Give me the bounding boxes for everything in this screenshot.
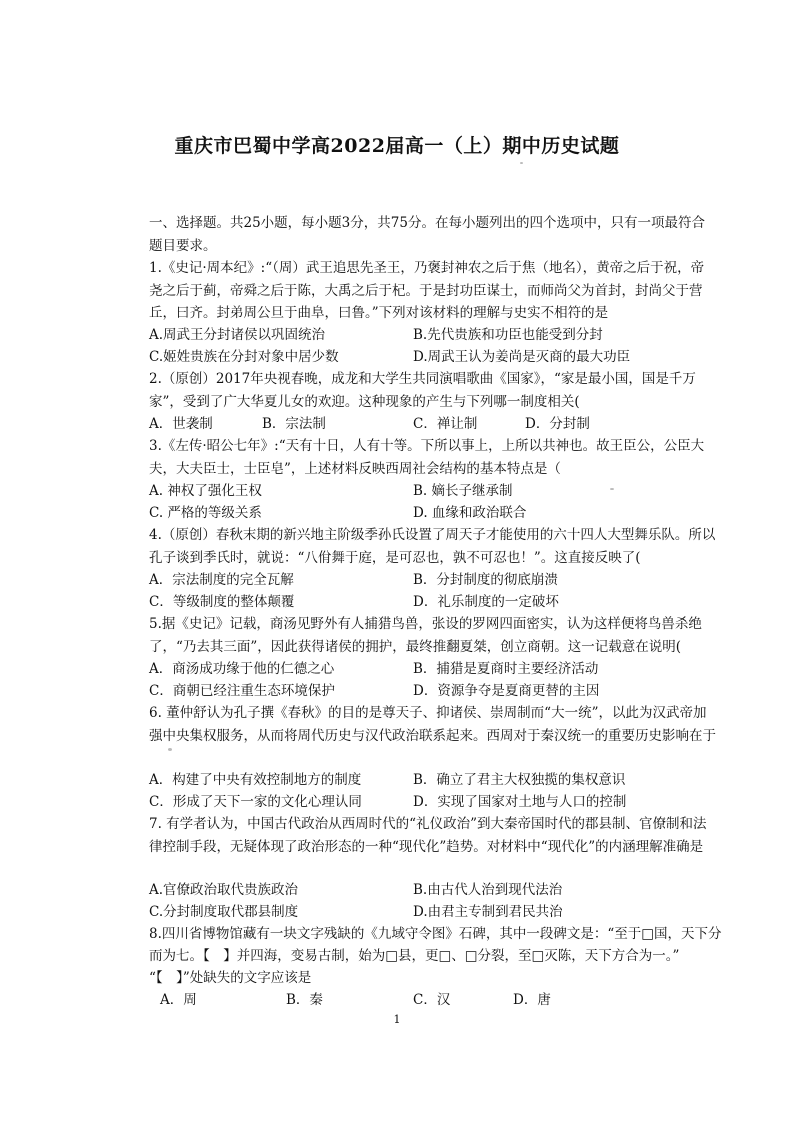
question-6-line-1: 6. 董仲舒认为孔子撰《春秋》的目的是尊天子、抑诸侯、崇周制而“大一统”，以此为汉武帝加 (149, 705, 707, 721)
question-5-line-1: 5.据《史记》记载，商汤见野外有人捕猎鸟兽，张设的罗网四面密实，认为这样便将鸟兽杀绝 (149, 616, 702, 632)
question-3-option-b[interactable]: B. 嫡长子继承制 (413, 483, 513, 499)
question-3-option-a[interactable]: A. 神权了强化王权 (149, 483, 262, 499)
question-2-line-2: 家”，受到了广大华夏儿女的欢迎。这种现象的产生与下列哪一制度相关( (149, 394, 580, 410)
question-1-option-d[interactable]: D.周武王认为姜尚是灭商的最大功臣 (413, 349, 631, 365)
question-7-line-1: 7. 有学者认为，中国古代政治从西周时代的“礼仪政治”到大秦帝国时代的郡县制、官僚制和法 (149, 816, 707, 832)
section-instruction-line-1: 一、选择题。共25小题，每小题3分，共75分。在每小题列出的四个选项中，只有一项最符合 (149, 215, 705, 231)
question-4-option-b[interactable]: B．分封制度的彻底崩溃 (413, 572, 558, 588)
question-6-line-2: 强中央集权服务，从而将周代历史与汉代政治联系起来。西周对于秦汉统一的重要历史影响在于 (149, 728, 716, 744)
question-4-line-2: 孔子谈到季氏时，就说：“八佾舞于庭，是可忍也，孰不可忍也！”。这直接反映了( (149, 550, 641, 566)
question-8-line-3: “【 】”处缺失的文字应该是 (149, 970, 312, 986)
question-8-line-1: 8.四川省博物馆藏有一块文字残缺的《九域守令图》石碑，其中一段碑文是：“至于□国，天下分 (149, 926, 722, 942)
scan-speck (520, 162, 523, 164)
question-7-option-b[interactable]: B.由古代人治到现代法治 (413, 882, 563, 898)
question-1-line-3: 丘，曰齐。封弟周公旦于曲阜，曰鲁。”下列对该材料的理解与史实不相符的是 (149, 305, 609, 321)
question-8-option-b[interactable]: B．秦 (286, 992, 323, 1008)
question-6-option-a[interactable]: A．构建了中央有效控制地方的制度 (149, 772, 362, 788)
question-3-line-2: 夫，大夫臣士，士臣皂”，上述材料反映西周社会结构的基本特点是（ (149, 461, 561, 477)
question-2-line-1: 2.（原创）2017年央视春晚，成龙和大学生共同演唱歌曲《国家》，“家是最小国，国是千万 (149, 371, 696, 387)
question-5-option-b[interactable]: B．捕猎是夏商时主要经济活动 (413, 661, 599, 677)
question-5-line-2: 了，“乃去其三面”，因此获得诸侯的拥护，最终推翻夏桀，创立商朝。这一记载意在说明( (149, 639, 682, 655)
question-5-option-d[interactable]: D．资源争夺是夏商更替的主因 (413, 683, 600, 699)
question-1-option-b[interactable]: B.先代贵族和功臣也能受到分封 (413, 327, 603, 343)
question-8-line-2: 而为七。【 】并四海，变易古制，始为□县，更□、□分裂，至□灭陈，天下方合为一。” (149, 948, 680, 964)
question-6-option-c[interactable]: C．形成了天下一家的文化心理认同 (149, 794, 362, 810)
question-3-line-1: 3.《左传·昭公七年》:“天有十日，人有十等。下所以事上，上所以共神也。故王臣公，公臣大 (149, 438, 705, 454)
question-6-option-d[interactable]: D．实现了国家对土地与人口的控制 (413, 794, 627, 810)
question-8-option-c[interactable]: C．汉 (413, 992, 451, 1008)
question-7-option-a[interactable]: A.官僚政治取代贵族政治 (149, 882, 299, 898)
question-1-option-c[interactable]: C.姬姓贵族在分封对象中居少数 (149, 349, 339, 365)
page-title: 重庆市巴蜀中学高2022届高一（上）期中历史试题 (174, 135, 620, 157)
question-1-line-2: 尧之后于蓟，帝舜之后于陈，大禹之后于杞。于是封功臣谋士，而师尚父为首封，封尚父于营 (149, 283, 703, 299)
question-4-option-d[interactable]: D．礼乐制度的一定破坏 (413, 594, 559, 610)
page-number: 1 (393, 1013, 401, 1026)
question-8-option-a[interactable]: A．周 (160, 992, 197, 1008)
scan-speck (610, 488, 614, 490)
question-1-line-1: 1.《史记·周本纪》:“（周）武王追思先圣王，乃褒封神农之后于焦（地名），黄帝之后于祝，帝 (149, 260, 705, 276)
question-7-option-c[interactable]: C.分封制度取代郡县制度 (149, 904, 299, 920)
question-1-option-a[interactable]: A.周武王分封诸侯以巩固统治 (149, 327, 326, 343)
scan-speck (168, 748, 172, 751)
question-3-option-d[interactable]: D. 血缘和政治联合 (413, 505, 527, 521)
question-2-option-c[interactable]: C．禅让制 (413, 416, 478, 432)
question-7-line-2: 律控制手段，无疑体现了政治形态的一种“现代化”趋势。对材料中“现代化”的内涵理解准确是 (149, 839, 704, 855)
question-2-option-a[interactable]: A．世袭制 (149, 416, 213, 432)
question-5-option-a[interactable]: A．商汤成功缘于他的仁德之心 (149, 661, 335, 677)
question-4-option-c[interactable]: C．等级制度的整体颠覆 (149, 594, 295, 610)
question-4-option-a[interactable]: A．宗法制度的完全瓦解 (149, 572, 294, 588)
question-5-option-c[interactable]: C．商朝已经注重生态环境保护 (149, 683, 335, 699)
question-6-option-b[interactable]: B．确立了君主大权独揽的集权意识 (413, 772, 626, 788)
question-2-option-d[interactable]: D．分封制 (525, 416, 590, 432)
question-7-option-d[interactable]: D.由君主专制到君民共治 (413, 904, 563, 920)
question-8-option-d[interactable]: D．唐 (513, 992, 551, 1008)
question-4-line-1: 4.（原创）春秋末期的新兴地主阶级季孙氏设置了周天子才能使用的六十四人大型舞乐队。所以 (149, 527, 716, 543)
question-3-option-c[interactable]: C. 严格的等级关系 (149, 505, 262, 521)
section-instruction-line-2: 题目要求。 (149, 238, 217, 254)
question-2-option-b[interactable]: B．宗法制 (262, 416, 326, 432)
